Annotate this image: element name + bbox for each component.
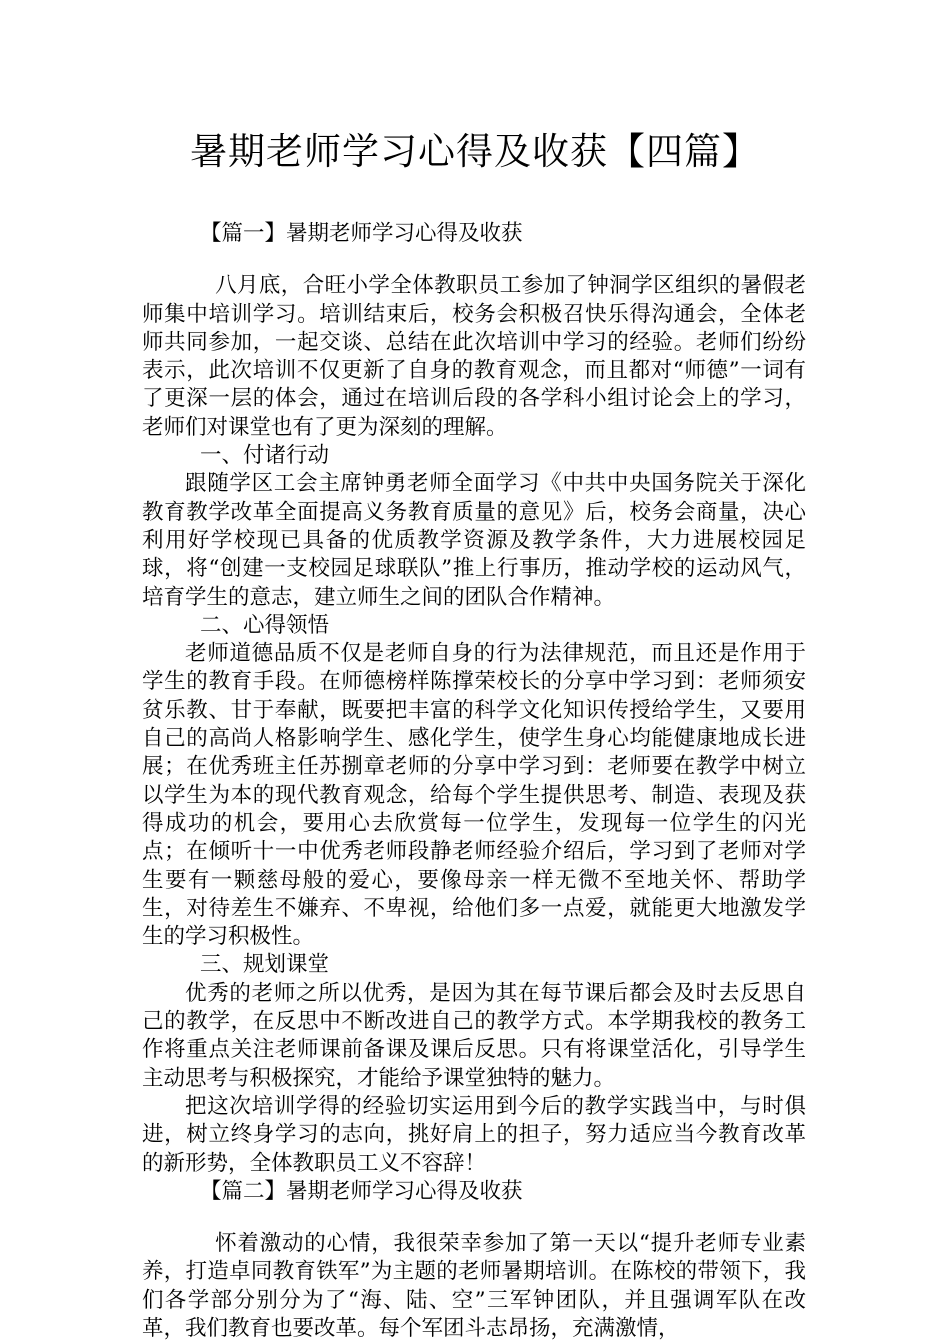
- section1-title: 一、付诸行动: [200, 443, 330, 469]
- part2-intro-paragraph: 怀着激动的心情，我很荣幸参加了第一天以“提升老师专业素养，打造卓同教育铁军”为主题的老师暑期培训。在陈校的带领下，我们各学部分别分为了“海、陆、空”三军钟团队，并且强调军队在改革，我们教育也要改革。每个军团斗志昂扬，充满激情，: [142, 1231, 806, 1341]
- part1-intro-paragraph: 八月底，合旺小学全体教职员工参加了钟洞学区组织的暑假老师集中培训学习。培训结束后，校务会积极召快乐得沟通会，全体老师共同参加，一起交谈、总结在此次培训中学习的经验。老师们纷纷表示，此次培训不仅更新了自身的教育观念，而且都对“师德”一词有了更深一层的体会，通过在培训后段的各学科小组讨论会上的学习，老师们对课堂也有了更为深刻的理解。: [142, 273, 806, 440]
- section2-paragraph: 老师道德品质不仅是老师自身的行为法律规范，而且还是作用于学生的教育手段。在师德榜样陈撑荣校长的分享中学习到：老师须安贫乐教、甘于奉献，既要把丰富的科学文化知识传授给学生，又要用自己的高尚人格影响学生、感化学生，使学生身心均能健康地成长进展；在优秀班主任苏捌章老师的分享中学习到：老师要在教学中树立以学生为本的现代教育观念，给每个学生提供思考、制造、表现及获得成功的机会，要用心去欣赏每一位学生，发现每一位学生的闪光点；在倾听十一中优秀老师段静老师经验介绍后，学习到了老师对学生要有一颗慈母般的爱心，要像母亲一样无微不至地关怀、帮助学生，对待差生不嫌弃、不卑视，给他们多一点爱，就能更大地激发学生的学习积极性。: [142, 641, 806, 950]
- part2-heading: 【篇二】暑期老师学习心得及收获: [200, 1178, 523, 1204]
- section3-title: 三、规划课堂: [200, 952, 330, 978]
- document-title: 暑期老师学习心得及收获【四篇】: [190, 130, 760, 173]
- spacer: [142, 248, 806, 272]
- section1-paragraph: 跟随学区工会主席钟勇老师全面学习《中共中央国务院关于深化教育教学改革全面提高义务教育质量的意见》后，校务会商量，决心利用好学校现已具备的优质教学资源及教学条件，大力进展校园足球，将“创建一支校园足球联队”推上行事历，推动学校的运动风气，培育学生的意志，建立师生之间的团队合作精神。: [142, 471, 806, 610]
- section2-title: 二、心得领悟: [200, 612, 330, 638]
- section3-paragraph: 优秀的老师之所以优秀，是因为其在每节课后都会及时去反思自己的教学，在反思中不断改进自己的教学方式。本学期我校的教务工作将重点关注老师课前备课及课后反思。只有将课堂活化，引导学生主动思考与积极探究，才能给予课堂独特的魅力。: [142, 980, 806, 1091]
- document-body: [142, 220, 806, 1343]
- spacer: [142, 1206, 806, 1230]
- part1-heading: 【篇一】暑期老师学习心得及收获: [200, 221, 523, 246]
- part1-closing-paragraph: 把这次培训学得的经验切实运用到今后的教学实践当中，与时俱进，树立终身学习的志向，挑好肩上的担子，努力适应当今教育改革的新形势，全体教职员工义不容辞！: [142, 1093, 806, 1176]
